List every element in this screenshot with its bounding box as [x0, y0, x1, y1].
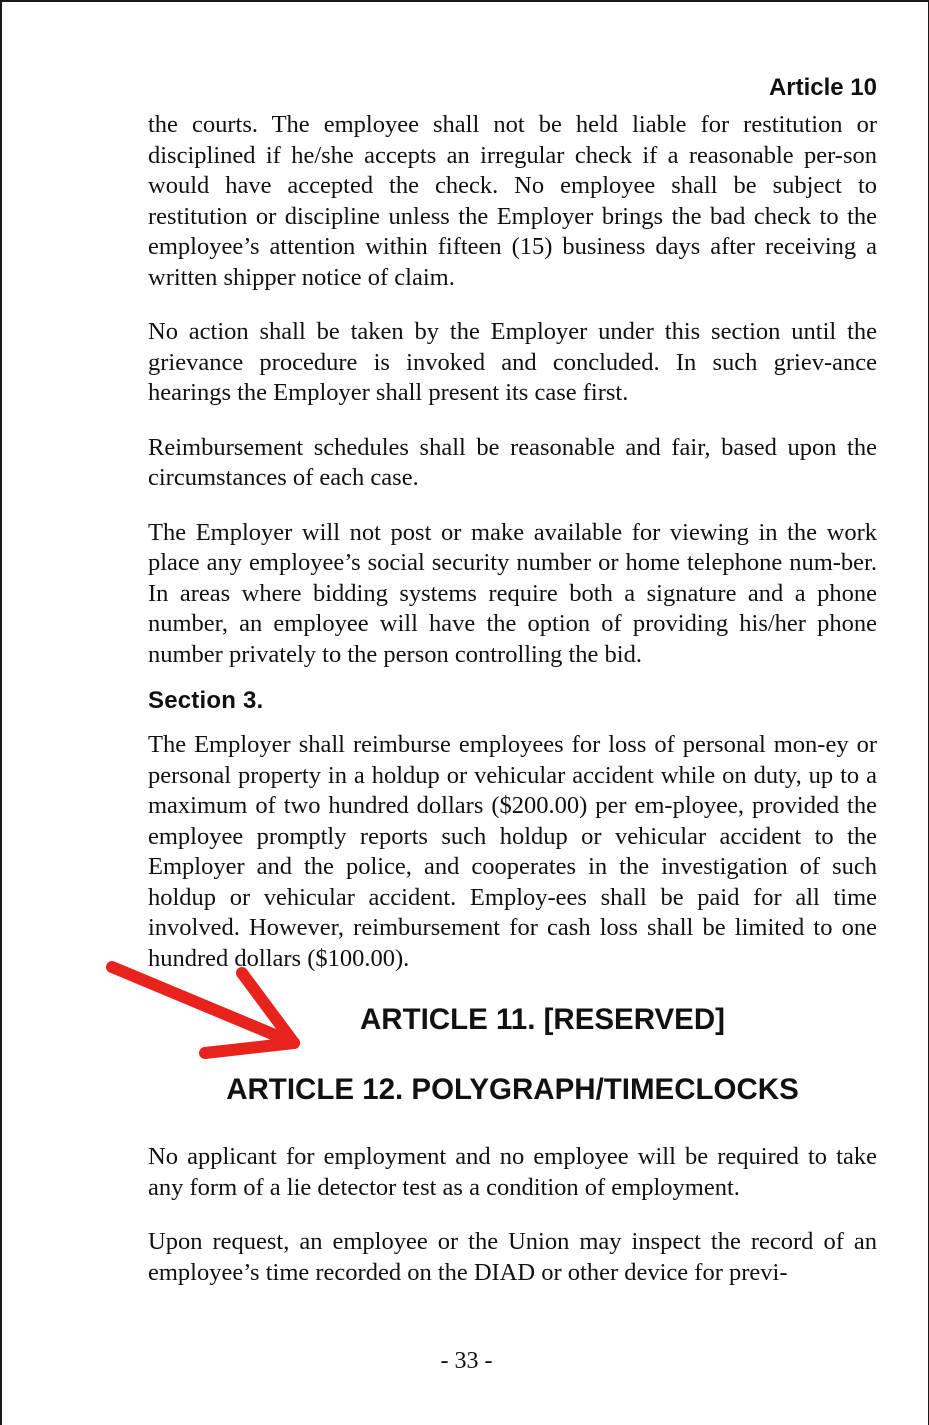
red-arrow-icon	[102, 957, 312, 1067]
article-12-heading: ARTICLE 12. POLYGRAPH/TIMECLOCKS	[226, 1073, 799, 1106]
paragraph-restitution: the courts. The employee shall not be held liable for restitution or disciplined if he/she accepts an irregular check if a reasonable per-son would have accepted the check. No employee shall be subject to restitution or discipline unless the Employer brings the bad check to the employee’s attention within fifteen (15) business days after receiving a written shipper notice of claim.	[148, 111, 877, 291]
paragraph-privacy: The Employer will not post or make available for viewing in the work place any employee’s social security number or home telephone num-ber. In areas where bidding systems require both a signature and a phone number, an employee will have the option of providing his/her phone number privately to the person controlling the bid.	[148, 518, 877, 668]
article-12-paragraph-lie-detector: No applicant for employment and no employee will be required to take any form of a lie detector test as a condition of employment.	[148, 1143, 877, 1201]
section-3-heading: Section 3.	[148, 687, 264, 714]
paragraph-reimbursement-schedules: Reimbursement schedules shall be reasonable and fair, based upon the circumstances of each case.	[148, 433, 877, 491]
page-content	[148, 72, 877, 1312]
article-11-heading: ARTICLE 11. [RESERVED]	[359, 1003, 725, 1036]
page-number: - 33 -	[440, 1348, 493, 1374]
paragraph-grievance: No action shall be taken by the Employer under this section until the grievance procedure is invoked and concluded. In such griev-ance hearings the Employer shall present its case first.	[148, 318, 877, 406]
article-12-paragraph-time-record: Upon request, an employee or the Union may inspect the record of an employee’s time recorded on the DIAD or other device for previ-	[148, 1228, 877, 1286]
running-header: Article 10	[768, 74, 877, 101]
section-3-paragraph: The Employer shall reimburse employees for loss of personal mon-ey or personal property in a holdup or vehicular accident while on duty, up to a maximum of two hundred dollars ($200.00) per em-ployee, provided the employee promptly reports such holdup or vehicular accident to the Employer and the police, and cooperates in the investigation of such holdup or vehicular accident. Employ-ees shall be paid for all time involved. However, reimbursement for cash loss shall be limited to one hundred dollars ($100.00).	[148, 731, 877, 972]
arrow-strokes	[112, 967, 294, 1053]
